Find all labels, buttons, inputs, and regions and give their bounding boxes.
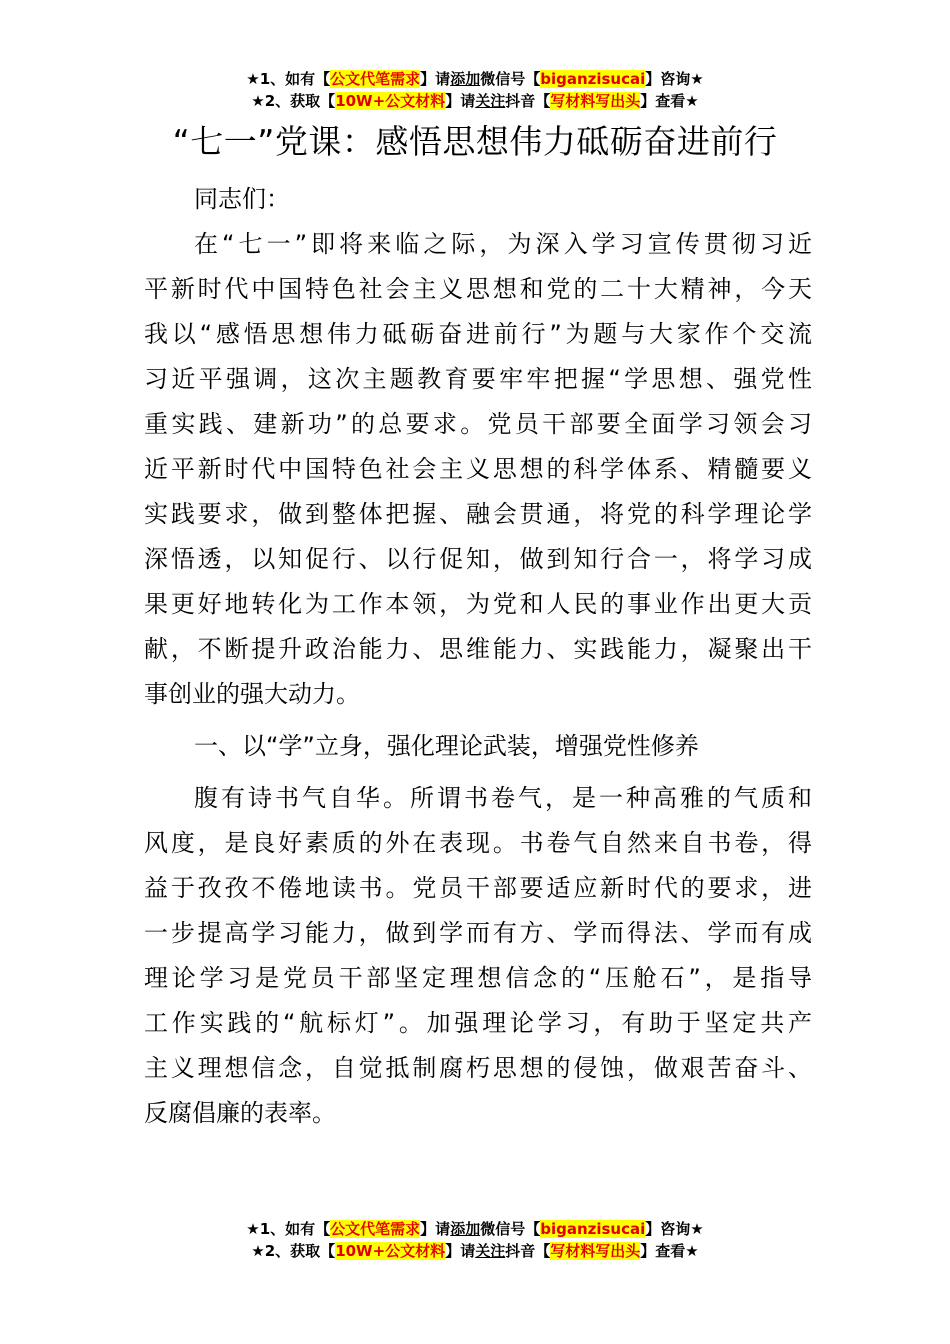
paragraph-line: 重实践、建新功”的总要求。党员干部要全面学习领会习 [144,410,812,438]
paragraph-line: 益于孜孜不倦地读书。党员干部要适应新时代的要求，进 [144,874,812,902]
paragraph-line: 深悟透，以知促行、以行促知，做到知行合一，将学习成 [144,545,812,573]
paragraph-line: 主义理想信念，自觉抵制腐朽思想的侵蚀，做艰苦奋斗、 [144,1054,812,1082]
document-title: “七一”党课：感悟思想伟力砥砺奋进前行 [172,122,778,161]
douyin-account: 写材料写出头 [550,1242,641,1260]
paragraph-line: 反腐倡廉的表率。 [144,1099,336,1127]
header-banner [0,68,950,112]
douyin-account: 写材料写出头 [550,92,641,110]
highlight-materials: 10W+公文材料 [335,92,446,110]
highlight-service: 公文代笔需求 [330,70,421,88]
banner-line-2: ★2、获取【10W+公文材料】请关注抖音【写材料写出头】查看★ [251,1242,699,1260]
paragraph-line: 献，不断提升政治能力、思维能力、实践能力，凝聚出干 [144,635,812,663]
paragraph-line: 习近平强调，这次主题教育要牢牢把握“学思想、强党性 [144,365,812,393]
paragraph-line: 果更好地转化为工作本领，为党和人民的事业作出更大贡 [144,590,812,618]
paragraph-line: 在“七一”即将来临之际，为深入学习宣传贯彻习近 [194,230,812,258]
wechat-id: biganzisucai [540,70,646,88]
wechat-id: biganzisucai [540,1220,646,1238]
banner-line-1: ★1、如有【公文代笔需求】请添加微信号【biganzisucai】咨询★ [246,1220,704,1238]
highlight-materials: 10W+公文材料 [335,1242,446,1260]
salutation: 同志们： [194,185,290,213]
highlight-service: 公文代笔需求 [330,1220,421,1238]
banner-line-1: ★1、如有【公文代笔需求】请添加微信号【biganzisucai】咨询★ [246,70,704,88]
paragraph-line: 腹有诗书气自华。所谓书卷气，是一种高雅的气质和 [194,784,812,812]
paragraph-line: 事创业的强大动力。 [144,680,360,708]
document-body [144,177,812,1136]
paragraph-line: 实践要求，做到整体把握、融会贯通，将党的科学理论学 [144,500,812,528]
paragraph-line: 近平新时代中国特色社会主义思想的科学体系、精髓要义 [144,455,812,483]
footer-banner [0,1218,950,1262]
paragraph-line: 工作实践的“航标灯”。加强理论学习，有助于坚定共产 [144,1009,812,1037]
paragraph-line: 风度，是良好素质的外在表现。书卷气自然来自书卷，得 [144,829,812,857]
paragraph-line: 平新时代中国特色社会主义思想和党的二十大精神，今天 [144,275,812,303]
paragraph-line: 我以“感悟思想伟力砥砺奋进前行”为题与大家作个交流 [144,320,812,348]
banner-line-2: ★2、获取【10W+公文材料】请关注抖音【写材料写出头】查看★ [251,92,699,110]
paragraph-line: 理论学习是党员干部坚定理想信念的“压舱石”，是指导 [144,964,812,992]
section-heading: 一、以“学”立身，强化理论武装，增强党性修养 [194,732,699,760]
paragraph-line: 一步提高学习能力，做到学而有方、学而得法、学而有成 [144,919,812,947]
